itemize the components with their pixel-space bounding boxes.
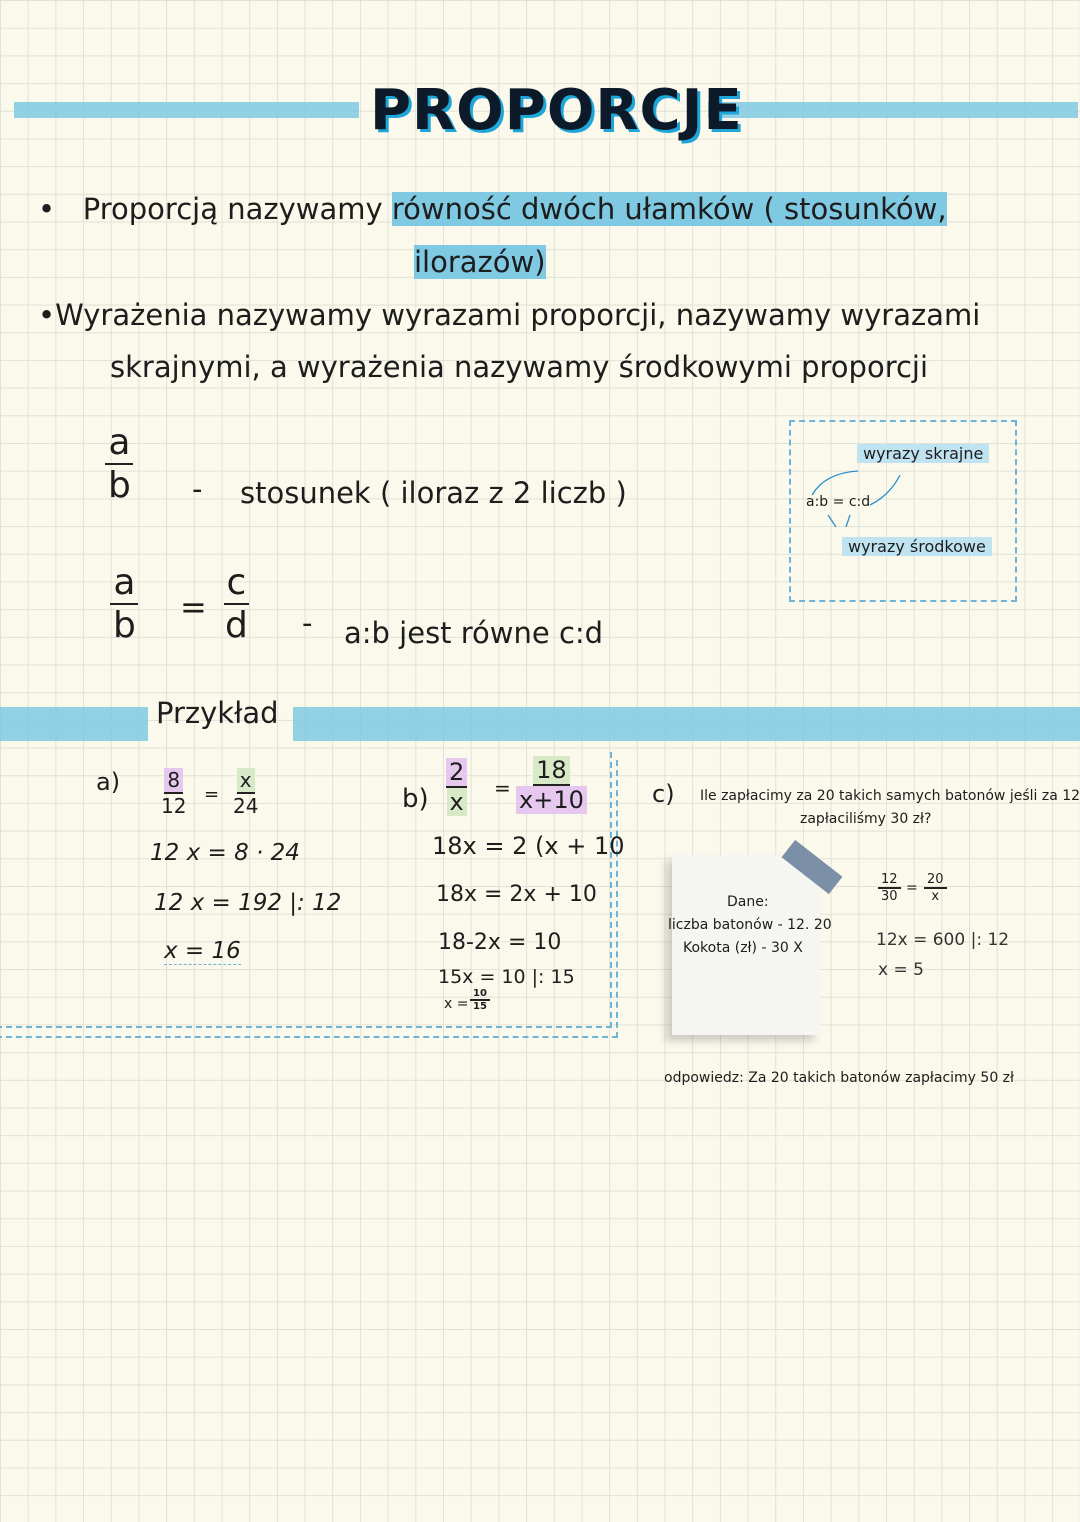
equals: = (204, 784, 220, 805)
equals: = (906, 880, 918, 896)
example-b-label: b) (402, 784, 429, 814)
example-a-label: a) (96, 768, 121, 796)
ratio-description: stosunek ( iloraz z 2 liczb ) (240, 476, 627, 510)
a-fraction-left (158, 768, 189, 818)
denominator: x (447, 788, 467, 816)
denominator: 30 (881, 889, 898, 904)
numerator: 2 (446, 758, 467, 788)
example-heading: Przykład (156, 696, 279, 730)
proportion-description: a:b jest równe c:d (344, 616, 604, 650)
label-means: wyrazy środkowe (842, 537, 992, 556)
numerator: 8 (164, 768, 183, 794)
denominator: b (108, 465, 131, 506)
a-step: 12 x = 192 |: 12 (154, 890, 342, 916)
heading-bar-right (293, 707, 1080, 741)
ratio-fraction (105, 422, 134, 506)
b-fraction-right (516, 756, 587, 814)
proportion-left (110, 562, 139, 646)
equals: = (180, 588, 207, 626)
note-heading: Dane: (727, 894, 769, 910)
diagram-expression: a:b = c:d (806, 494, 871, 510)
highlight-text: równość dwóch ułamków ( stosunków, (391, 192, 947, 226)
numerator: x (237, 768, 255, 794)
bullet-2: •Wyrażenia nazywamy wyrazami proporcji, nazywamy wyrazami (38, 298, 981, 332)
example-c-label: c) (652, 780, 675, 808)
denominator: 15 (473, 1001, 487, 1012)
proportion-right (222, 562, 251, 646)
bullet-1: • Proporcją nazywamy równość dwóch ułamków ( stosunków, (38, 192, 947, 226)
dash: - (302, 606, 313, 640)
c-result: x = 5 (878, 960, 924, 980)
c-step: 12x = 600 |: 12 (876, 930, 1010, 950)
equals: = (494, 776, 511, 800)
note-row: Kokota (zł) - 30 X (683, 940, 803, 956)
numerator: a (110, 562, 138, 605)
numerator: 12 (878, 872, 901, 889)
denominator: 12 (161, 794, 187, 818)
numerator: a (105, 422, 133, 465)
numerator: 20 (924, 872, 947, 889)
c-fraction-left (878, 872, 901, 904)
bullet-2-cont: skrajnymi, a wyrażenia nazywamy środkowymi proporcji (110, 350, 929, 384)
heading-bar-left (0, 707, 148, 741)
question-line-1: Ile zapłacimy za 20 takich samych batonów jeśli za 12 (700, 788, 1080, 804)
b-step: 18x = 2x + 10 (436, 882, 597, 907)
a-fraction-right (230, 768, 261, 818)
note-row: liczba batonów - 12. 20 (668, 917, 832, 933)
page-title: PROPORCJE (370, 78, 743, 143)
b-step: 18-2x = 10 (438, 930, 562, 955)
denominator: d (225, 605, 248, 646)
title-underline-right (708, 102, 1078, 118)
a-result: x = 16 (164, 938, 241, 964)
numerator: 18 (533, 756, 570, 786)
denominator: x+10 (516, 786, 587, 814)
b-step: 15x = 10 |: 15 (438, 966, 575, 988)
question-line-2: zapłaciliśmy 30 zł? (800, 811, 932, 827)
a-step: 12 x = 8 · 24 (150, 840, 300, 866)
diagram-arrows (800, 465, 910, 535)
answer: odpowiedz: Za 20 takich batonów zapłacimy 50 zł (664, 1070, 1015, 1086)
numerator: c (224, 562, 250, 605)
text: Proporcją nazywamy (82, 192, 392, 226)
b-result: x = (444, 996, 469, 1012)
denominator: x (931, 889, 940, 904)
b-step: 18x = 2 (x + 10 (432, 832, 625, 860)
b-result-fraction (470, 988, 490, 1012)
title-underline-left (14, 102, 359, 118)
label-extremes: wyrazy skrajne (857, 444, 989, 463)
denominator: b (113, 605, 136, 646)
b-fraction-left (446, 758, 467, 816)
denominator: 24 (233, 794, 259, 818)
bullet-1-cont: ilorazów) (414, 245, 546, 279)
numerator: 10 (470, 988, 490, 1001)
dash: - (192, 472, 203, 506)
c-fraction-right (924, 872, 947, 904)
text: Wyrażenia nazywamy wyrazami proporcji, nazywamy wyrazami (55, 298, 981, 332)
